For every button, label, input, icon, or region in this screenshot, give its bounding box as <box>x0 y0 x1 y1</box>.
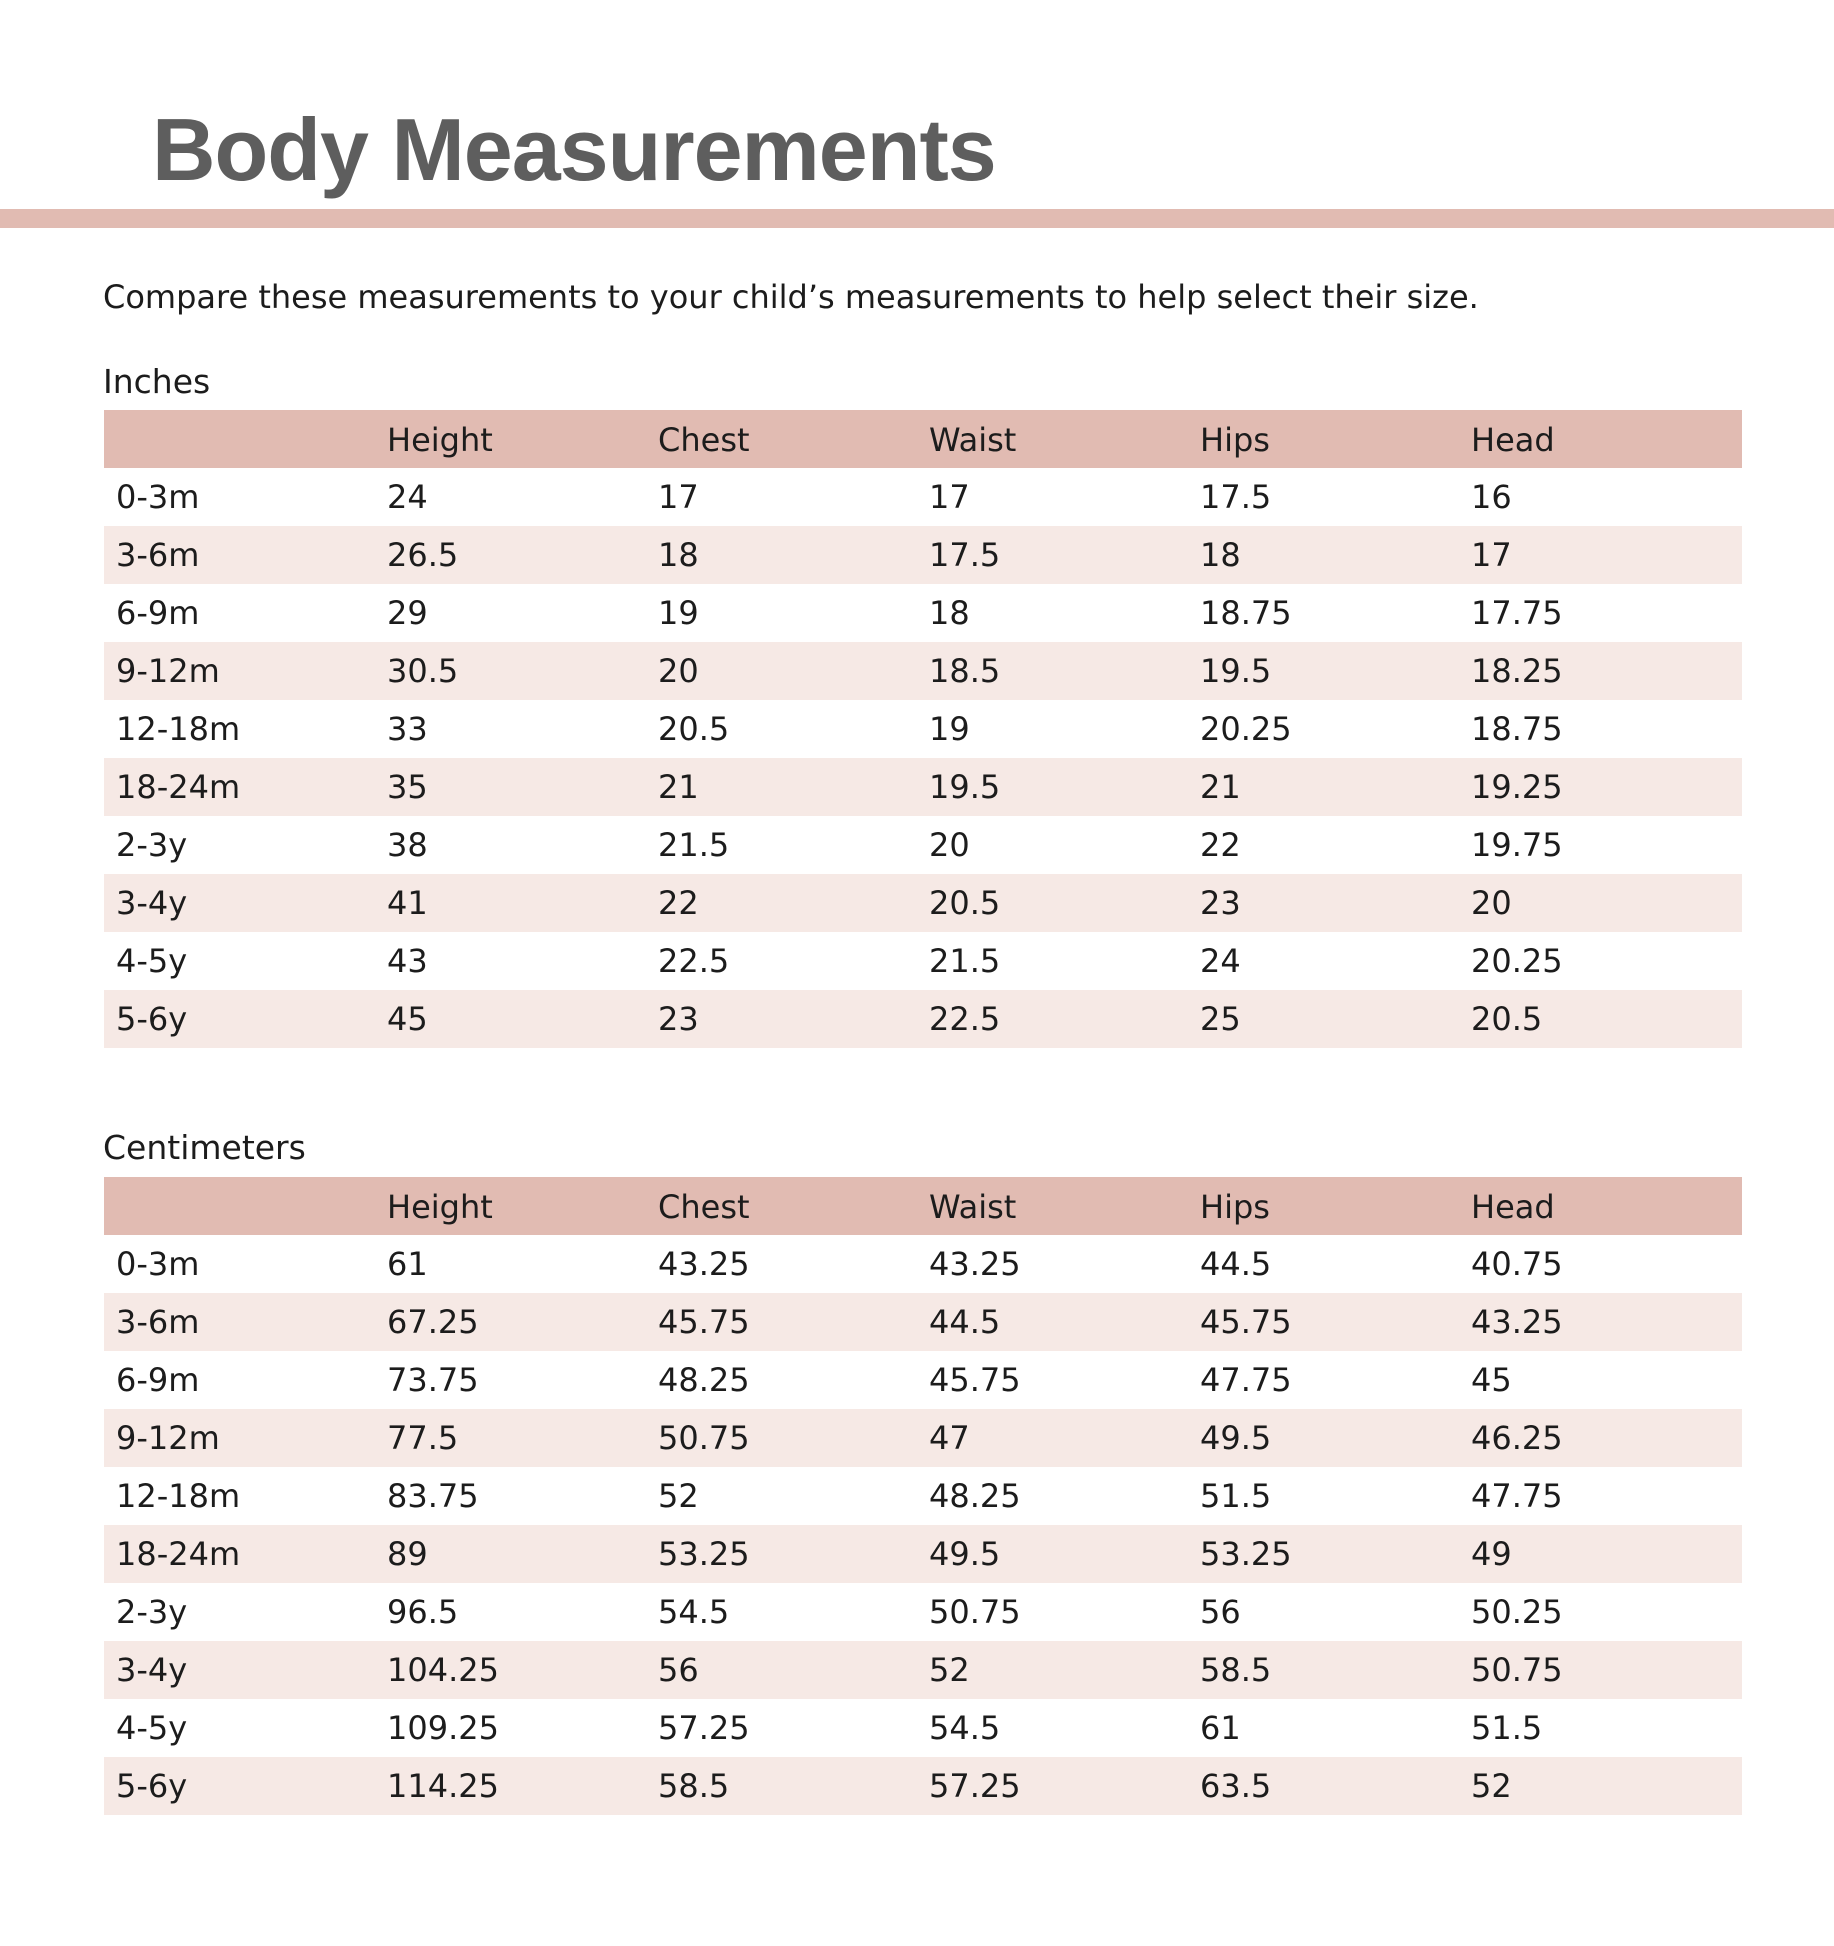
page-title: Body Measurements <box>152 100 996 199</box>
size-label: 12-18m <box>116 1477 241 1515</box>
measurement-cell: 18.75 <box>1200 594 1292 632</box>
measurement-cell: 22.5 <box>658 942 730 980</box>
table-row <box>104 1409 1742 1467</box>
measurement-cell: 41 <box>387 874 658 932</box>
measurement-cell: 18.5 <box>929 642 1200 700</box>
measurement-cell: 16 <box>1471 478 1512 516</box>
size-label: 18-24m <box>104 1525 387 1583</box>
table-row <box>104 1699 1742 1757</box>
size-label: 2-3y <box>116 826 188 864</box>
measurement-cell: 53.25 <box>658 1525 929 1583</box>
table-row <box>104 1757 1742 1815</box>
size-column-header <box>104 410 387 468</box>
measurement-cell: 57.25 <box>658 1709 750 1747</box>
measurement-cell: 45.75 <box>929 1361 1021 1399</box>
measurement-cell: 25 <box>1200 990 1471 1048</box>
measurement-cell: 18.25 <box>1471 642 1742 700</box>
size-label: 12-18m <box>116 710 241 748</box>
intro-text: Compare these measurements to your child’s measurements to help select their size. <box>103 278 1479 316</box>
table-row <box>104 642 1742 700</box>
measurement-cell: 21 <box>658 758 929 816</box>
measurement-cell: 49 <box>1471 1525 1742 1583</box>
measurement-cell: 20.25 <box>1471 942 1563 980</box>
measurement-cell: 45 <box>1471 1361 1512 1399</box>
table-row <box>104 1467 1742 1525</box>
size-label: 6-9m <box>116 594 200 632</box>
table-header-row <box>104 1177 1742 1235</box>
column-header: Head <box>1471 1188 1555 1226</box>
measurement-cell: 56 <box>658 1641 929 1699</box>
measurement-cell: 43.25 <box>929 1245 1021 1283</box>
table-row <box>104 1235 1742 1293</box>
measurement-cell: 49.5 <box>929 1525 1200 1583</box>
column-header: Hips <box>1200 1188 1270 1226</box>
measurement-cell: 26.5 <box>387 526 658 584</box>
measurement-cell: 47 <box>929 1409 1200 1467</box>
measurement-cell: 49.5 <box>1200 1409 1471 1467</box>
table-row <box>104 468 1742 526</box>
measurement-cell: 52 <box>1471 1757 1742 1815</box>
measurement-cell: 18 <box>658 526 929 584</box>
measurement-cell: 50.25 <box>1471 1593 1563 1631</box>
measurement-cell: 19.75 <box>1471 826 1563 864</box>
measurement-cell: 24 <box>387 478 428 516</box>
measurement-cell: 17.75 <box>1471 594 1563 632</box>
measurement-cell: 18.75 <box>1471 710 1563 748</box>
size-label: 3-4y <box>104 1641 387 1699</box>
measurement-cell: 45.75 <box>1200 1293 1471 1351</box>
measurement-cell: 57.25 <box>929 1757 1200 1815</box>
table-row <box>104 1293 1742 1351</box>
size-label: 4-5y <box>116 942 188 980</box>
table-row <box>104 700 1742 758</box>
measurement-cell: 52 <box>929 1641 1200 1699</box>
measurement-cell: 44.5 <box>929 1293 1200 1351</box>
size-label: 9-12m <box>104 642 387 700</box>
measurement-cell: 21 <box>1200 758 1471 816</box>
measurement-cell: 63.5 <box>1200 1757 1471 1815</box>
measurement-cell: 22 <box>1200 826 1241 864</box>
measurement-cell: 21.5 <box>658 826 730 864</box>
table-row <box>104 816 1742 874</box>
size-label: 9-12m <box>104 1409 387 1467</box>
measurement-cell: 17.5 <box>1200 478 1272 516</box>
measurement-cell: 20 <box>929 826 970 864</box>
measurement-cell: 22 <box>658 874 929 932</box>
column-header: Head <box>1471 421 1555 459</box>
measurement-cell: 24 <box>1200 942 1241 980</box>
measurement-cell: 53.25 <box>1200 1525 1471 1583</box>
table-header-row <box>104 410 1742 468</box>
measurement-cell: 17.5 <box>929 526 1200 584</box>
inches-section-label: Inches <box>103 362 211 401</box>
measurement-cell: 22.5 <box>929 990 1200 1048</box>
table-row <box>104 1583 1742 1641</box>
measurement-cell: 52 <box>658 1477 699 1515</box>
measurement-cell: 19.5 <box>1200 642 1471 700</box>
measurement-cell: 30.5 <box>387 642 658 700</box>
measurement-cell: 23 <box>658 990 929 1048</box>
table-row <box>104 1641 1742 1699</box>
measurement-cell: 48.25 <box>658 1361 750 1399</box>
measurement-cell: 20.25 <box>1200 710 1292 748</box>
inches-table <box>104 410 1742 1048</box>
size-label: 18-24m <box>104 758 387 816</box>
measurement-cell: 58.5 <box>658 1757 929 1815</box>
measurement-cell: 20.5 <box>658 710 730 748</box>
table-row <box>104 874 1742 932</box>
measurement-cell: 46.25 <box>1471 1409 1742 1467</box>
measurement-cell: 77.5 <box>387 1409 658 1467</box>
measurement-cell: 17 <box>1471 526 1742 584</box>
measurement-cell: 61 <box>1200 1709 1241 1747</box>
measurement-cell: 51.5 <box>1200 1477 1272 1515</box>
measurement-cell: 21.5 <box>929 942 1001 980</box>
measurement-cell: 104.25 <box>387 1641 658 1699</box>
measurement-cell: 67.25 <box>387 1293 658 1351</box>
size-label: 5-6y <box>104 990 387 1048</box>
size-label: 5-6y <box>104 1757 387 1815</box>
column-header: Hips <box>1200 421 1270 459</box>
size-label: 2-3y <box>116 1593 188 1631</box>
measurement-cell: 44.5 <box>1200 1245 1272 1283</box>
size-label: 3-4y <box>104 874 387 932</box>
measurement-cell: 47.75 <box>1471 1477 1563 1515</box>
size-label: 3-6m <box>104 526 387 584</box>
measurement-cell: 50.75 <box>658 1409 929 1467</box>
measurement-cell: 50.75 <box>1471 1641 1742 1699</box>
measurement-cell: 19.25 <box>1471 758 1742 816</box>
measurement-cell: 45.75 <box>658 1293 929 1351</box>
measurement-cell: 20.5 <box>1471 990 1742 1048</box>
column-header: Height <box>387 421 493 459</box>
table-row <box>104 990 1742 1048</box>
measurement-cell: 58.5 <box>1200 1641 1471 1699</box>
measurement-cell: 109.25 <box>387 1709 499 1747</box>
measurement-cell: 29 <box>387 594 428 632</box>
table-row <box>104 584 1742 642</box>
measurement-cell: 19 <box>929 710 970 748</box>
measurement-cell: 19 <box>658 594 699 632</box>
size-label: 4-5y <box>116 1709 188 1747</box>
measurement-cell: 17 <box>929 478 970 516</box>
measurement-cell: 33 <box>387 710 428 748</box>
measurement-cell: 40.75 <box>1471 1245 1563 1283</box>
measurement-cell: 51.5 <box>1471 1709 1543 1747</box>
measurement-cell: 48.25 <box>929 1477 1021 1515</box>
table-row <box>104 526 1742 584</box>
centimeters-section-label: Centimeters <box>103 1128 306 1167</box>
centimeters-table <box>104 1177 1742 1815</box>
measurement-cell: 50.75 <box>929 1593 1021 1631</box>
column-header: Chest <box>658 1188 750 1226</box>
size-label: 0-3m <box>116 478 200 516</box>
column-header: Chest <box>658 421 750 459</box>
measurement-cell: 43.25 <box>658 1245 750 1283</box>
table-row <box>104 1351 1742 1409</box>
measurement-cell: 45 <box>387 990 658 1048</box>
measurement-cell: 23 <box>1200 874 1471 932</box>
size-label: 0-3m <box>116 1245 200 1283</box>
measurement-cell: 20 <box>658 642 929 700</box>
measurement-cell: 19.5 <box>929 758 1200 816</box>
table-row <box>104 1525 1742 1583</box>
title-divider <box>0 209 1834 228</box>
measurement-cell: 54.5 <box>658 1593 730 1631</box>
measurement-cell: 83.75 <box>387 1477 479 1515</box>
size-column-header <box>104 1177 387 1235</box>
measurement-cell: 17 <box>658 478 699 516</box>
measurement-cell: 61 <box>387 1245 428 1283</box>
size-label: 6-9m <box>116 1361 200 1399</box>
measurement-cell: 114.25 <box>387 1757 658 1815</box>
column-header: Waist <box>929 1188 1017 1226</box>
size-label: 3-6m <box>104 1293 387 1351</box>
column-header: Waist <box>929 421 1017 459</box>
table-row <box>104 758 1742 816</box>
measurement-cell: 54.5 <box>929 1709 1001 1747</box>
column-header: Height <box>387 1188 493 1226</box>
measurement-cell: 47.75 <box>1200 1361 1292 1399</box>
measurement-cell: 18 <box>929 594 970 632</box>
measurement-cell: 38 <box>387 826 428 864</box>
measurement-cell: 20 <box>1471 874 1742 932</box>
measurement-cell: 56 <box>1200 1593 1241 1631</box>
table-row <box>104 932 1742 990</box>
measurement-cell: 73.75 <box>387 1361 479 1399</box>
measurement-cell: 89 <box>387 1525 658 1583</box>
measurement-cell: 43.25 <box>1471 1293 1742 1351</box>
measurement-cell: 35 <box>387 758 658 816</box>
measurement-cell: 18 <box>1200 526 1471 584</box>
measurement-cell: 20.5 <box>929 874 1200 932</box>
measurement-cell: 43 <box>387 942 428 980</box>
measurement-cell: 96.5 <box>387 1593 459 1631</box>
